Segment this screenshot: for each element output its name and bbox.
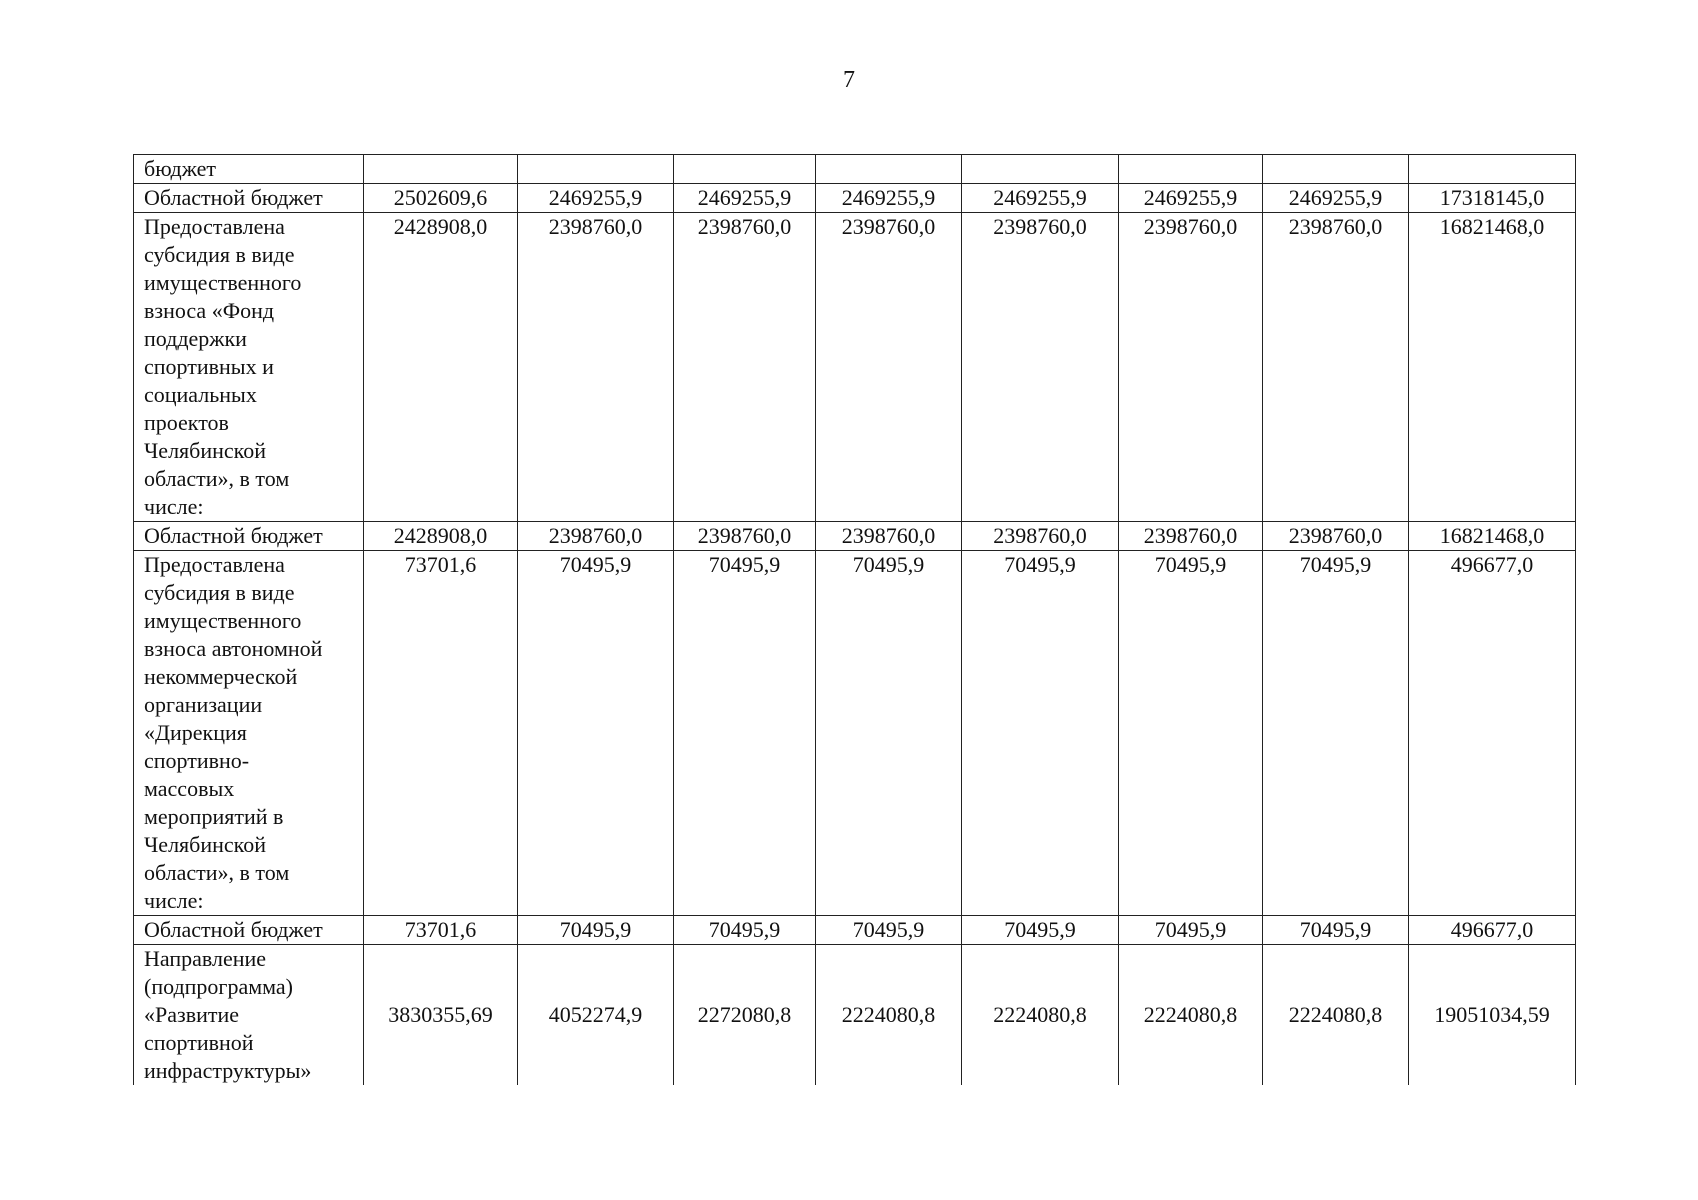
table-cell: 70495,9 [674, 551, 816, 916]
table-cell: 2398760,0 [518, 213, 674, 522]
table-cell: 17318145,0 [1409, 184, 1576, 213]
table-cell: 2224080,8 [1119, 945, 1263, 1086]
row-label: Областной бюджет [134, 522, 364, 551]
table-cell: 2224080,8 [1263, 945, 1409, 1086]
table-cell: 2469255,9 [674, 184, 816, 213]
table-cell: 2398760,0 [1119, 522, 1263, 551]
table-row [134, 916, 1576, 945]
table-cell: 70495,9 [962, 551, 1119, 916]
table-cell: 73701,6 [364, 551, 518, 916]
table-cell: 2469255,9 [1119, 184, 1263, 213]
table-cell: 2469255,9 [816, 184, 962, 213]
table-row [134, 155, 1576, 184]
table-cell [1119, 155, 1263, 184]
table-cell: 2398760,0 [1263, 522, 1409, 551]
table-cell: 2398760,0 [962, 522, 1119, 551]
table-cell: 2428908,0 [364, 213, 518, 522]
table-cell [1409, 155, 1576, 184]
budget-table [133, 154, 1576, 1085]
table-cell: 2398760,0 [1119, 213, 1263, 522]
table-cell: 70495,9 [518, 551, 674, 916]
table-cell [816, 155, 962, 184]
table-row [134, 522, 1576, 551]
table-cell: 2224080,8 [962, 945, 1119, 1086]
table-cell: 2398760,0 [816, 522, 962, 551]
table-cell [364, 155, 518, 184]
table-cell: 70495,9 [1119, 551, 1263, 916]
table-cell: 2398760,0 [962, 213, 1119, 522]
table-cell [962, 155, 1119, 184]
table-cell [674, 155, 816, 184]
row-label: Областной бюджет [134, 916, 364, 945]
table-cell: 70495,9 [816, 916, 962, 945]
table-row [134, 551, 1576, 916]
table-cell: 2469255,9 [518, 184, 674, 213]
table-cell: 2224080,8 [816, 945, 962, 1086]
row-label: Предоставлена субсидия в виде имущественного взноса автономной некоммерческой организации «Дирекция спортивно- массовых мероприятий в Челябинской области», в том числе: [134, 551, 364, 916]
table-cell: 70495,9 [518, 916, 674, 945]
row-label: бюджет [134, 155, 364, 184]
table-cell: 2428908,0 [364, 522, 518, 551]
table-cell: 2398760,0 [674, 213, 816, 522]
table-cell: 70495,9 [1263, 916, 1409, 945]
table-cell: 2502609,6 [364, 184, 518, 213]
row-label: Предоставлена субсидия в виде имущественного взноса «Фонд поддержки спортивных и социальных проектов Челябинской области», в том числе: [134, 213, 364, 522]
table-cell: 3830355,69 [364, 945, 518, 1086]
table-cell: 4052274,9 [518, 945, 674, 1086]
table-cell: 496677,0 [1409, 916, 1576, 945]
table-cell: 70495,9 [674, 916, 816, 945]
table-cell: 70495,9 [816, 551, 962, 916]
table-cell: 70495,9 [1263, 551, 1409, 916]
table-cell: 2469255,9 [962, 184, 1119, 213]
table-cell [518, 155, 674, 184]
row-label: Областной бюджет [134, 184, 364, 213]
table-cell: 73701,6 [364, 916, 518, 945]
table-cell: 2398760,0 [816, 213, 962, 522]
table-cell: 2398760,0 [1263, 213, 1409, 522]
table-cell: 19051034,59 [1409, 945, 1576, 1086]
table-cell: 2398760,0 [518, 522, 674, 551]
table-cell: 70495,9 [1119, 916, 1263, 945]
page-number: 7 [843, 67, 855, 93]
table-cell [1263, 155, 1409, 184]
row-label: Направление (подпрограмма) «Развитие спортивной инфраструктуры» [134, 945, 364, 1086]
table-cell: 2398760,0 [674, 522, 816, 551]
table-cell: 16821468,0 [1409, 522, 1576, 551]
table-cell: 2272080,8 [674, 945, 816, 1086]
table-row [134, 184, 1576, 213]
table-row [134, 213, 1576, 522]
table-cell: 2469255,9 [1263, 184, 1409, 213]
table-cell: 496677,0 [1409, 551, 1576, 916]
table-cell: 70495,9 [962, 916, 1119, 945]
table-row [134, 945, 1576, 1086]
table-cell: 16821468,0 [1409, 213, 1576, 522]
